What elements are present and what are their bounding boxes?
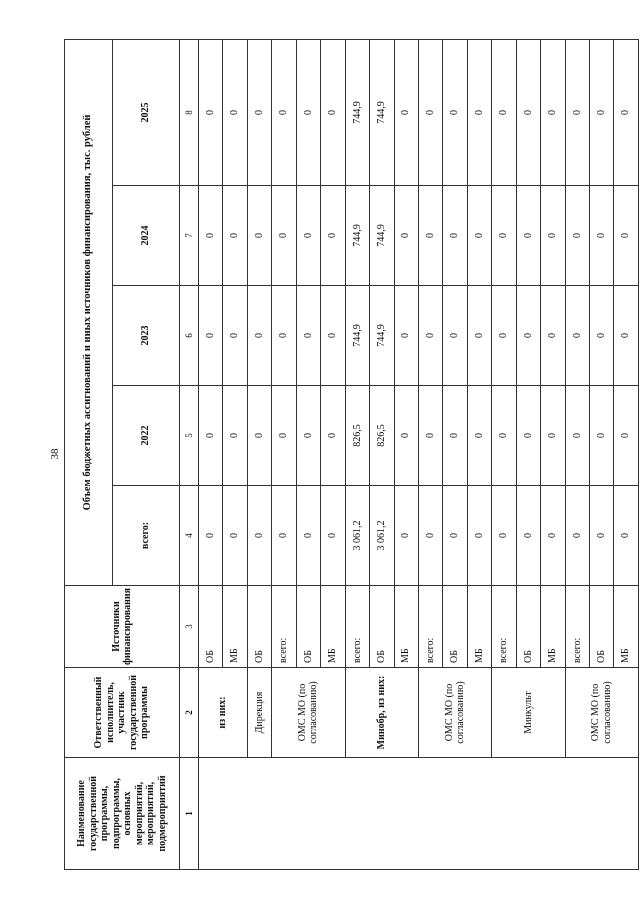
source-cell: МБ bbox=[223, 586, 247, 668]
column-number: 1 bbox=[180, 758, 199, 870]
value-total: 0 bbox=[296, 486, 320, 586]
executor-oms-mo: ОМС МО (по согласованию) bbox=[418, 668, 491, 758]
column-number: 3 bbox=[180, 586, 199, 668]
executor-oms-mo: ОМС МО (по согласованию) bbox=[565, 668, 638, 758]
rotated-table-wrapper bbox=[64, 40, 639, 870]
source-cell: всего: bbox=[565, 586, 589, 668]
value-2022: 0 bbox=[467, 386, 491, 486]
value-2022: 0 bbox=[296, 386, 320, 486]
source-cell: ОБ bbox=[370, 586, 394, 668]
value-2022: 0 bbox=[223, 386, 247, 486]
value-2022: 0 bbox=[516, 386, 540, 486]
column-number: 8 bbox=[180, 39, 199, 185]
value-2025: 0 bbox=[394, 39, 418, 185]
table-row bbox=[492, 39, 516, 869]
value-2022: 0 bbox=[321, 386, 345, 486]
value-2024: 0 bbox=[541, 186, 565, 286]
financing-table bbox=[64, 39, 639, 870]
value-2023: 0 bbox=[272, 286, 296, 386]
header-row-1 bbox=[65, 39, 113, 869]
header-financing-volume: Объем бюджетных ассигнований и иных источников финансирования, тыс. рублей bbox=[65, 39, 113, 585]
value-2024: 0 bbox=[321, 186, 345, 286]
value-total: 3 061,2 bbox=[345, 486, 369, 586]
value-2023: 0 bbox=[418, 286, 442, 386]
value-2023: 0 bbox=[321, 286, 345, 386]
value-2023: 0 bbox=[223, 286, 247, 386]
executor-minkult: Минкульт bbox=[492, 668, 565, 758]
value-2025: 0 bbox=[516, 39, 540, 185]
source-cell: всего: bbox=[492, 586, 516, 668]
value-2025: 0 bbox=[296, 39, 320, 185]
table-row bbox=[565, 39, 589, 869]
value-total: 0 bbox=[516, 486, 540, 586]
column-number: 5 bbox=[180, 386, 199, 486]
value-total: 0 bbox=[492, 486, 516, 586]
value-total: 0 bbox=[590, 486, 614, 586]
value-2024: 0 bbox=[247, 186, 271, 286]
value-2023: 0 bbox=[394, 286, 418, 386]
value-2025: 0 bbox=[272, 39, 296, 185]
value-2024: 0 bbox=[443, 186, 467, 286]
executor-minobr: Минобр, из них: bbox=[345, 668, 418, 758]
source-cell: ОБ bbox=[516, 586, 540, 668]
column-number: 6 bbox=[180, 286, 199, 386]
source-cell: МБ bbox=[394, 586, 418, 668]
header-year-2023: 2023 bbox=[113, 286, 180, 386]
value-2022: 0 bbox=[565, 386, 589, 486]
column-number: 7 bbox=[180, 186, 199, 286]
source-cell: всего: bbox=[418, 586, 442, 668]
value-2025: 0 bbox=[199, 39, 223, 185]
value-total: 0 bbox=[418, 486, 442, 586]
source-cell: ОБ bbox=[443, 586, 467, 668]
header-year-2022: 2022 bbox=[113, 386, 180, 486]
value-total: 0 bbox=[443, 486, 467, 586]
value-2025: 0 bbox=[443, 39, 467, 185]
header-total: всего: bbox=[113, 486, 180, 586]
value-total: 3 061,2 bbox=[370, 486, 394, 586]
value-2024: 0 bbox=[418, 186, 442, 286]
value-2024: 0 bbox=[199, 186, 223, 286]
value-2023: 0 bbox=[247, 286, 271, 386]
value-total: 0 bbox=[394, 486, 418, 586]
value-2025: 0 bbox=[590, 39, 614, 185]
program-name-cell bbox=[199, 758, 639, 870]
table-row bbox=[345, 39, 369, 869]
table-row bbox=[247, 39, 271, 869]
table-row bbox=[199, 39, 223, 869]
value-total: 0 bbox=[223, 486, 247, 586]
header-sources: Источники финансирования bbox=[65, 586, 180, 668]
value-total: 0 bbox=[321, 486, 345, 586]
value-2022: 0 bbox=[272, 386, 296, 486]
value-2025: 0 bbox=[614, 39, 639, 185]
value-total: 0 bbox=[614, 486, 639, 586]
value-2022: 0 bbox=[443, 386, 467, 486]
value-total: 0 bbox=[272, 486, 296, 586]
value-2025: 0 bbox=[418, 39, 442, 185]
source-cell: МБ bbox=[321, 586, 345, 668]
value-2023: 0 bbox=[590, 286, 614, 386]
value-2022: 0 bbox=[541, 386, 565, 486]
executor-iz-nih: из них: bbox=[199, 668, 248, 758]
value-2024: 0 bbox=[492, 186, 516, 286]
value-2023: 0 bbox=[443, 286, 467, 386]
column-number: 4 bbox=[180, 486, 199, 586]
table-row bbox=[418, 39, 442, 869]
executor-oms-mo: ОМС МО (по согласованию) bbox=[272, 668, 345, 758]
header-year-2025: 2025 bbox=[113, 39, 180, 185]
value-2024: 0 bbox=[516, 186, 540, 286]
source-cell: МБ bbox=[467, 586, 491, 668]
value-2023: 0 bbox=[467, 286, 491, 386]
value-2022: 0 bbox=[418, 386, 442, 486]
value-2023: 744,9 bbox=[370, 286, 394, 386]
value-2022: 0 bbox=[614, 386, 639, 486]
value-2023: 0 bbox=[565, 286, 589, 386]
header-executor: Ответственный исполнитель, участник государственной программы bbox=[65, 668, 180, 758]
value-2024: 0 bbox=[467, 186, 491, 286]
page-number: 38 bbox=[49, 448, 61, 460]
value-2022: 0 bbox=[492, 386, 516, 486]
source-cell: МБ bbox=[541, 586, 565, 668]
value-2023: 0 bbox=[614, 286, 639, 386]
source-cell: ОБ bbox=[590, 586, 614, 668]
header-name: Наименование государственной программы, подпрограммы, основных мероприятий, мероприятий, подмероприятий bbox=[65, 758, 180, 870]
value-2025: 0 bbox=[467, 39, 491, 185]
value-2022: 826,5 bbox=[370, 386, 394, 486]
value-2023: 0 bbox=[296, 286, 320, 386]
value-total: 0 bbox=[467, 486, 491, 586]
value-2024: 0 bbox=[223, 186, 247, 286]
value-2025: 0 bbox=[565, 39, 589, 185]
value-2024: 0 bbox=[565, 186, 589, 286]
value-total: 0 bbox=[199, 486, 223, 586]
value-total: 0 bbox=[565, 486, 589, 586]
value-2024: 0 bbox=[272, 186, 296, 286]
source-cell: всего: bbox=[272, 586, 296, 668]
value-2022: 0 bbox=[247, 386, 271, 486]
value-2022: 0 bbox=[590, 386, 614, 486]
value-2023: 0 bbox=[541, 286, 565, 386]
executor-direkciya: Дирекция bbox=[247, 668, 271, 758]
value-2024: 0 bbox=[614, 186, 639, 286]
value-2025: 744,9 bbox=[370, 39, 394, 185]
value-2023: 0 bbox=[516, 286, 540, 386]
source-cell: ОБ bbox=[247, 586, 271, 668]
value-2024: 744,9 bbox=[370, 186, 394, 286]
value-2023: 0 bbox=[492, 286, 516, 386]
value-2022: 0 bbox=[199, 386, 223, 486]
value-2025: 0 bbox=[223, 39, 247, 185]
value-2024: 0 bbox=[590, 186, 614, 286]
source-cell: МБ bbox=[614, 586, 639, 668]
value-2022: 826,5 bbox=[345, 386, 369, 486]
source-cell: всего: bbox=[345, 586, 369, 668]
value-2024: 744,9 bbox=[345, 186, 369, 286]
value-2025: 0 bbox=[321, 39, 345, 185]
value-2025: 744,9 bbox=[345, 39, 369, 185]
table-row bbox=[272, 39, 296, 869]
column-number-row bbox=[180, 39, 199, 869]
source-cell: ОБ bbox=[296, 586, 320, 668]
value-2023: 0 bbox=[199, 286, 223, 386]
value-2024: 0 bbox=[296, 186, 320, 286]
value-total: 0 bbox=[247, 486, 271, 586]
value-total: 0 bbox=[541, 486, 565, 586]
value-2022: 0 bbox=[394, 386, 418, 486]
value-2025: 0 bbox=[492, 39, 516, 185]
column-number: 2 bbox=[180, 668, 199, 758]
value-2025: 0 bbox=[541, 39, 565, 185]
value-2023: 744,9 bbox=[345, 286, 369, 386]
source-cell: ОБ bbox=[199, 586, 223, 668]
value-2024: 0 bbox=[394, 186, 418, 286]
value-2025: 0 bbox=[247, 39, 271, 185]
header-year-2024: 2024 bbox=[113, 186, 180, 286]
